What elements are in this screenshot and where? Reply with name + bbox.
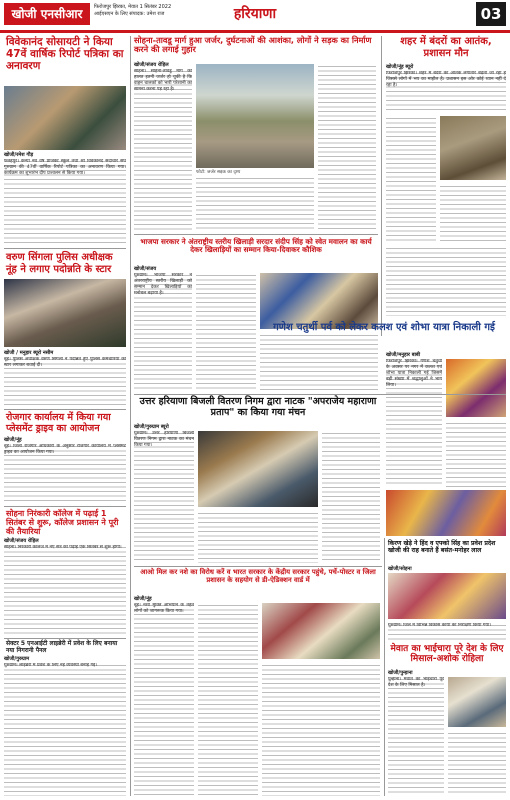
divider bbox=[134, 394, 506, 395]
column-divider bbox=[130, 36, 131, 796]
body-sohna-road-col3 bbox=[318, 64, 376, 231]
body-sohna-road-col1: सोहना। सोहना-तावडू मार्ग की हालत इतनी जर्जर हो चुकी है कि वाहन चालकों को भारी परेशानी का सामना करना पड़ रहा है। bbox=[134, 69, 192, 231]
byline-sohna-college: खोजी/संजय रोहिल bbox=[4, 538, 39, 544]
headline-kiran: किरण खेड़े ने हिंद व एफ्को सिंह का प्रवेश प्रदेश खोजी की राह बनाते हैं बसंत-मनोहर लाल bbox=[388, 540, 496, 555]
byline-monkeys: खोजी/नूंह ब्यूरो bbox=[386, 64, 414, 70]
body-monkeys-col2 bbox=[440, 184, 506, 242]
page-number: 03 bbox=[476, 2, 506, 26]
body-sohna-college: सोहना। निरंकारी कॉलेज में नए सत्र की पढ़ाई एक सितंबर से शुरू होगी। bbox=[4, 545, 126, 635]
headline-varun-singla: वरुण सिंगला पुलिस अधीक्षक नूंह ने लगाए पदोन्नति के स्टार bbox=[6, 252, 113, 275]
byline-library: खोजी/गुरुग्राम bbox=[4, 656, 30, 662]
byline-kiran: खोजी/सोहना bbox=[388, 566, 412, 572]
headline-aao-mil: आओ मिल कर नशे का विरोध करें व भारत सरकार के केंद्रीय सरकार पहुंचे, पर्चे-पोस्टर व जिला प्रशासन के सहयोग से डी-ऐडिक्शन वार्ड में bbox=[140, 568, 376, 584]
headline-library: सेक्टर 5 एनआईटी लाइब्रेरी में प्रवेश के लिए बनाया नया निगरानी पैनल bbox=[6, 640, 118, 654]
body-monkeys-top: फिरोजपुर झिरका। शहर में बंदरों का आतंक लगातार बढ़ता जा रहा है जिससे लोगों में भय का माहौल है। प्रशासन इस ओर कोई ध्यान नहीं दे रहा है। bbox=[386, 71, 506, 113]
byline-rozgar: खोजी/नूंह bbox=[4, 437, 22, 443]
byline-naatak: खोजी/गुरुग्राम ब्यूरो bbox=[134, 424, 169, 430]
body-vivekanand: फतेहपुर। कन्या नव वर्ष प्रोजेक्ट स्कूल तथा श्री विवेकानंद सदाचार संघ गुरुग्राम की 47वीं वार्षिक रिपोर्ट पत्रिका का अनावरण किया गया। कार्यक्रम का शुभारंभ दीप प्रज्वलन से किया गया। bbox=[4, 159, 126, 245]
column-divider bbox=[384, 538, 385, 796]
edition-editor: आईएसएन के लिए संपादक: उमेश राज bbox=[94, 11, 165, 17]
divider bbox=[4, 506, 126, 507]
byline-varun-singla: खोजी / मनुहार ब्यूरो नसीम bbox=[4, 350, 54, 356]
photo-police-ceremony bbox=[4, 279, 126, 347]
body-mewat-col2 bbox=[448, 731, 506, 796]
photo-naatak-stage bbox=[198, 431, 318, 507]
headline-rozgar: रोजगार कार्यालय में किया गया प्लेसमेंट ड्राइव का आयोजन bbox=[6, 412, 111, 434]
byline-sohna-road: खोजी/संजय रोहिल bbox=[134, 62, 169, 68]
headline-vivekanand: विवेकानंद सोसायटी ने किया 47वें वार्षिक रिपोर्ट पत्रिका का अनावरण bbox=[6, 36, 124, 73]
body-aao-mil-col3 bbox=[262, 663, 380, 796]
body-mewat-col1: पुन्हाना। मेवात का भाईचारा पूरे देश के लिए मिसाल है। bbox=[388, 677, 444, 796]
divider bbox=[134, 234, 378, 235]
body-monkeys-bottom bbox=[386, 246, 506, 316]
photo-damaged-road bbox=[196, 64, 314, 168]
photo-felicitation bbox=[260, 273, 378, 329]
divider bbox=[4, 409, 126, 410]
section-title: हरियाणा bbox=[233, 6, 277, 22]
body-sohna-road-col2 bbox=[196, 176, 314, 231]
photo-vivekanand-event bbox=[4, 86, 126, 150]
body-bhajpa-col1: गुरुग्राम। भाजपा सरकार ने अंतरराष्ट्रीय स्तरीय खिलाड़ी को सम्मान देकर खिलाड़ियों का मनोबल बढ़ाया है। bbox=[134, 273, 192, 391]
column-divider bbox=[381, 36, 382, 336]
edition-date: फिरोजपुर झिरका, मेवात 1 सितंबर 2022 bbox=[94, 4, 172, 10]
body-monkeys-col1 bbox=[386, 116, 436, 242]
headline-ganesh: गणेश चतुर्थी पर्व को लेकर कलश एवं शोभा यात्रा निकाली गई bbox=[273, 322, 495, 333]
body-naatak-col2 bbox=[198, 511, 318, 563]
body-varun-singla: नूंह। पुलिस अधीक्षक वरुण सिंगला ने पदोन्नत हुए पुलिस कर्मचारियों को स्टार लगाकर बधाई दी। bbox=[4, 357, 126, 407]
photo-shobha-yatra bbox=[386, 490, 506, 536]
body-rozgar: नूंह। जिला रोजगार अधिकारी के अनुसार रोजगार कार्यालय में प्लेसमेंट ड्राइव का आयोजन किया गया। bbox=[4, 444, 126, 504]
divider bbox=[4, 248, 126, 249]
body-aao-mil-col1: नूंह। नशा मुक्ति अभियान के तहत लोगों को जागरूक किया गया। bbox=[134, 603, 194, 796]
byline-mewat: खोजी/पुन्हाना bbox=[388, 670, 413, 676]
body-naatak-col3 bbox=[322, 431, 380, 563]
photo-ashok-rohila bbox=[448, 677, 506, 727]
headline-bhajpa: भाजपा सरकार ने अंतराष्ट्रीय स्तरीय खिलाड़ी सरदार संदीप सिंह को स्वेत मवालन का कार्य देकर खिलाड़ियों का सम्मान किया-दिवाकर कौशिक bbox=[140, 237, 372, 255]
masthead-logo: खोजी एनसीआर bbox=[4, 3, 90, 25]
photo-kalash-yatra bbox=[446, 359, 506, 417]
body-bhajpa-col2 bbox=[196, 273, 256, 391]
divider bbox=[4, 638, 126, 639]
body-bhajpa-col3 bbox=[260, 333, 378, 391]
headline-mewat: मेवात का भाईचारा पूरे देश के लिए मिसाल-अशोक रोहिला bbox=[390, 644, 504, 665]
headline-monkeys: शहर में बंदरों का आतंक, प्रशासन मौन bbox=[400, 36, 492, 59]
body-naatak-col1: गुरुग्राम। उत्तर हरियाणा बिजली वितरण निगम द्वारा नाटक का मंचन किया गया। bbox=[134, 431, 194, 563]
byline-vivekanand: खोजी/रमेश गौड़ bbox=[4, 152, 34, 158]
body-aao-mil-col2 bbox=[198, 603, 258, 796]
body-ganesh-col2 bbox=[446, 421, 506, 487]
byline-aao-mil: खोजी/नूंह bbox=[134, 596, 152, 602]
body-ganesh-col1: फिरोजपुर झिरका। गणेश चतुर्थी के अवसर पर नगर में कलश एवं शोभा यात्रा निकाली गई जिसमें बड़ी संख्या में श्रद्धालुओं ने भाग लिया। bbox=[386, 359, 442, 487]
byline-ganesh: खोजी/मनुहार बाबी bbox=[386, 352, 421, 358]
headline-sohna-road: सोहना-तावडू मार्ग हुआ जर्जर, दुर्घटनाओं की आशंका, लोगों ने सड़क का निर्माण करने की लगाई गुहार bbox=[134, 35, 372, 55]
body-library: गुरुग्राम। लाइब्रेरी में प्रवेश के लिए नई व्यवस्था बनाई गई। bbox=[4, 663, 126, 796]
headline-naatak: उत्तर हरियाणा बिजली वितरण निगम द्वारा नाटक "अपराजेय महाराणा प्रताप" का किया गया मंचन bbox=[139, 396, 377, 418]
divider bbox=[134, 566, 382, 567]
photo-kiran-event bbox=[388, 573, 506, 619]
photo-monkey bbox=[440, 116, 506, 180]
page-header bbox=[0, 0, 510, 33]
byline-bhajpa: खोजी/संजय bbox=[134, 266, 157, 272]
caption-sohna-road: फोटो: जर्जर सड़क का दृश्य bbox=[196, 170, 241, 175]
photo-awareness-rally bbox=[262, 603, 380, 659]
headline-sohna-college: सोहना निरंकारी कॉलेज में पढ़ाई 1 सितंबर से शुरू, कॉलेज प्रशासन ने पूरी की तैयारियां bbox=[6, 509, 119, 537]
body-kiran: गुरुग्राम। जिले में विभिन्न विकास कार्यों का निरीक्षण किया गया। bbox=[388, 623, 506, 641]
